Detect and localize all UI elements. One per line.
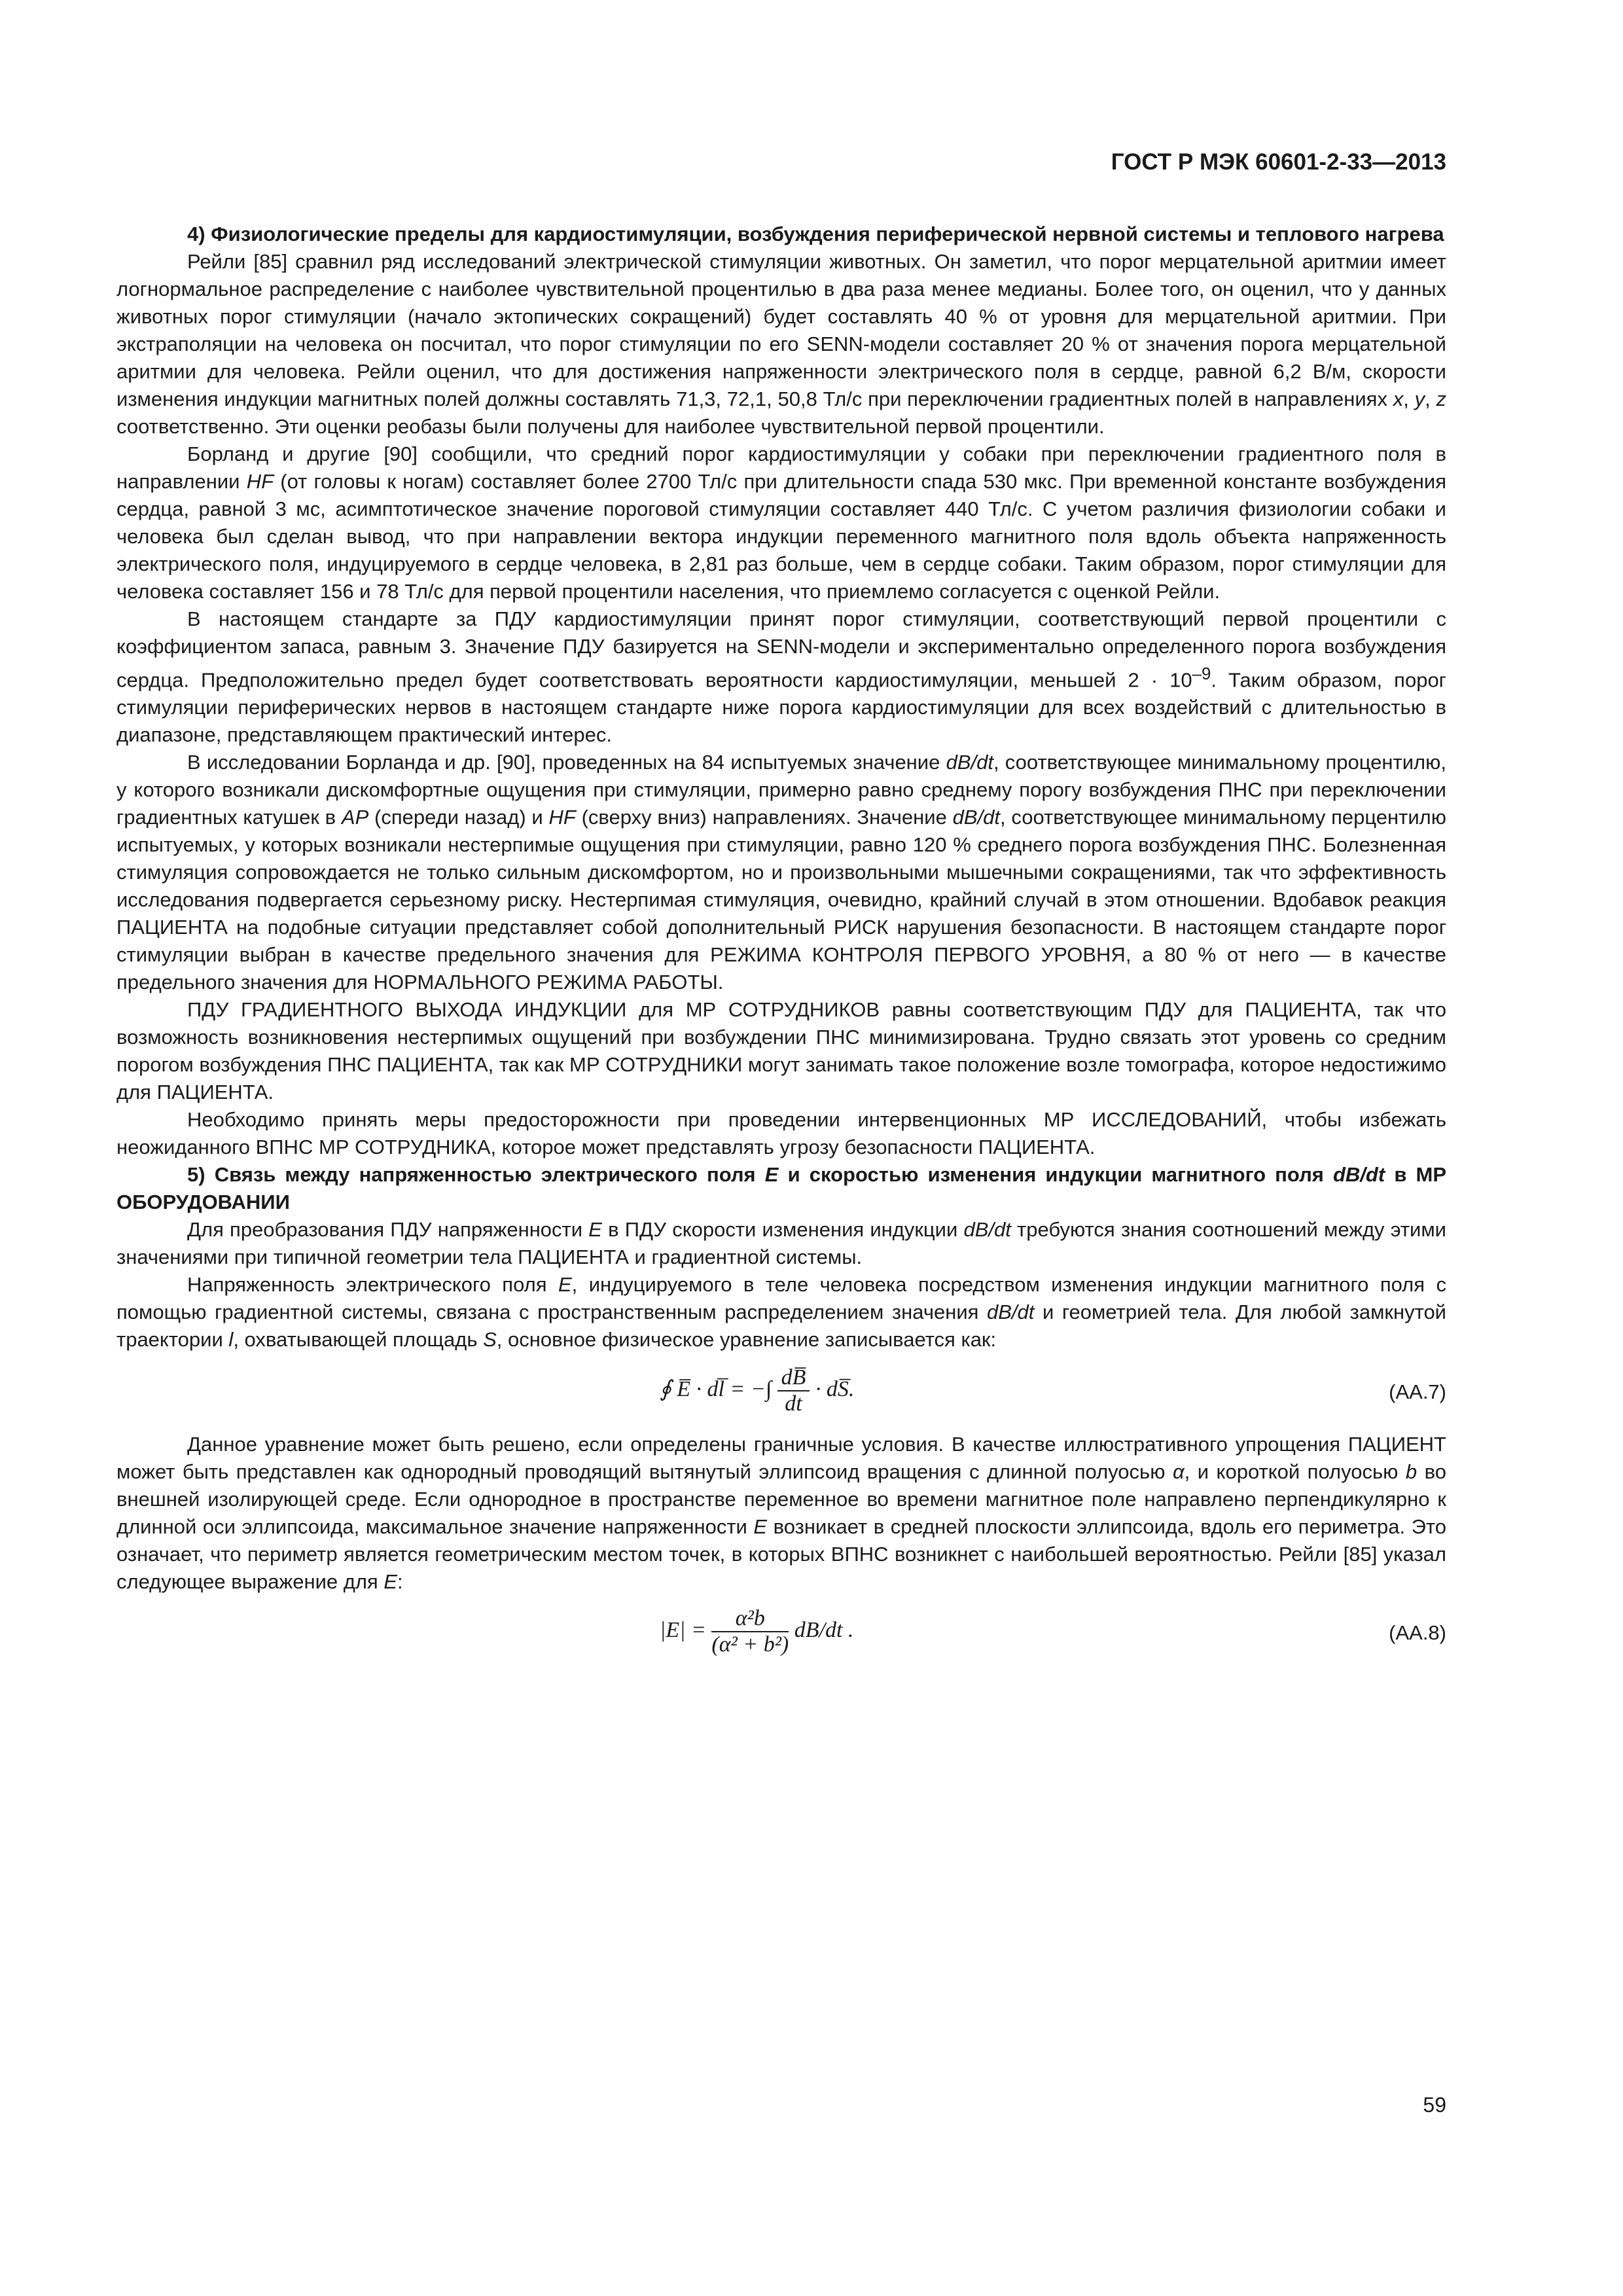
equation-aa8-formula: |E| = $\frac{\text{α²b}}{\text{(α² + b²)}}$ dB/dt . [660, 1606, 854, 1657]
paragraph: Напряженность электрического поля E, индуцируемого в теле человека посредством изменения индукции магнитного поля с помощью градиентной системы, связана с пространственным распределением значения dB/dt и геометрией тела. Для любой замкнутой траектории l, охватывающей площадь S, основное физическое уравнение записывается как: [116, 1273, 1446, 1352]
paragraph: Рейли [85] сравнил ряд исследований электрической стимуляции животных. Он заметил, что порог мерцательной аритмии имеет логнормальное распределение с наиболее чувствительной процентилью в два раза менее медианы. Более того, он оценил, что у данных животных порог стимуляции (начало эктопических сокращений) будет составлять 40 % от уровня для мерцательной аритмии. При экстраполяции на человека он посчитал, что порог стимуляции по его SENN-модели составляет 20 % от значения порога мерцательной аритмии для человека. Рейли оценил, что для достижения напряженности электрического поля в сердце, равной 6,2 В/м, скорости изменения индукции магнитных полей должны составлять 71,3, 72,1, 50,8 Тл/с при переключении градиентных полей в направлениях x, y, z соответственно. Эти оценки реобазы были получены для наиболее чувствительной первой процентили. [116, 250, 1446, 438]
standard-header: ГОСТ Р МЭК 60601-2-33—2013 [1111, 149, 1446, 175]
equation-aa7-number: (АА.7) [1389, 1380, 1446, 1404]
equation-aa8-fraction: $\frac{\text{α²b}}{\text{(α² + b²)}}$ [711, 1606, 789, 1657]
document-body [116, 221, 1446, 1674]
paragraph: Необходимо принять меры предосторожности при проведении интервенционных МР ИССЛЕДОВАНИЙ, чтобы избежать неожиданного ВПНС МР СОТРУДНИКА, которое может представлять угрозу безопасности ПАЦИЕНТА. [116, 1108, 1446, 1159]
paragraph: Борланд и другие [90] сообщили, что средний порог кардиостимуляции у собаки при переключении градиентного поля в направлении HF (от головы к ногам) составляет более 2700 Тл/с при длительности спада 530 мкс. При временной константе возбуждения сердца, равной 3 мс, асимптотическое значение пороговой стимуляции составляет 440 Тл/с. С учетом различия физиологии собаки и человека был сделан вывод, что при направлении вектора индукции переменного магнитного поля вдоль объекта напряженность электрического поля, индуцируемого в сердце человека, в 2,81 раз больше, чем в сердце собаки. Таким образом, порог стимуляции для человека составляет 156 и 78 Тл/с для первой процентили населения, что приемлемо согласуется с оценкой Рейли. [116, 442, 1446, 603]
paragraph: Данное уравнение может быть решено, если определены граничные условия. В качестве иллюстративного упрощения ПАЦИЕНТ может быть представлен как однородный проводящий вытянутый эллипсоид вращения с длинной полуосью α, и короткой полуосью b во внешней изолирующей среде. Если однородное в пространстве переменное во времени магнитное поле направлено перпендикулярно к длинной оси эллипсоида, максимальное значение напряженности E возникает в средней плоскости эллипсоида, вдоль его периметра. Это означает, что периметр является геометрическим местом точек, в которых ВПНС возникнет с наибольшей вероятностью. Рейли [85] указал следующее выражение для E: [116, 1433, 1446, 1594]
equation-aa7-fraction: $\frac{dB̅}{dt}$ [777, 1365, 810, 1416]
section-5-heading: 5) Связь между напряженностью электрического поля E и скоростью изменения индукции магнитного поля dB/dt в МР ОБОРУДОВАНИИ [116, 1163, 1446, 1214]
equation-aa8-number: (АА.8) [1389, 1621, 1446, 1645]
paragraph: В настоящем стандарте за ПДУ кардиостимуляции принят порог стимуляции, соответствующий первой процентили с коэффициентом запаса, равным 3. Значение ПДУ базируется на SENN-модели и экспериментально определенного порога возбуждения сердца. Предположительно предел будет соответствовать вероятности кардиостимуляции, меньшей $2 \cdot 10^{-9}$. Таким образом, порог стимуляции периферических нервов в настоящем стандарте ниже порога кардиостимуляции для всех воздействий с длительностью в диапазоне, представляющем практический интерес. [116, 607, 1446, 747]
equation-aa7 [116, 1360, 1446, 1424]
paragraph: Для преобразования ПДУ напряженности E в ПДУ скорости изменения индукции dB/dt требуются знания соотношений между этими значениями при типичной геометрии тела ПАЦИЕНТА и градиентной системы. [116, 1218, 1446, 1269]
equation-aa8 [116, 1602, 1446, 1668]
paragraph: ПДУ ГРАДИЕНТНОГО ВЫХОДА ИНДУКЦИИ для МР СОТРУДНИКОВ равны соответствующим ПДУ для ПАЦИЕНТА, так что возможность возникновения нестерпимых ощущений при возбуждении ПНС минимизирована. Трудно связать этот уровень со средним порогом возбуждения ПНС ПАЦИЕНТА, так как МР СОТРУДНИКИ могут занимать такое положение возле томографа, которое недостижимо для ПАЦИЕНТА. [116, 998, 1446, 1104]
paragraph: В исследовании Борланда и др. [90], проведенных на 84 испытуемых значение dB/dt, соответствующее минимальному процентилю, у которого возникали дискомфортные ощущения при стимуляции, примерно равно среднему порогу возбуждения ПНС при переключении градиентных катушек в AP (спереди назад) и HF (сверху вниз) направлениях. Значение dB/dt, соответствующее минимальному перцентилю испытуемых, у которых возникали нестерпимые ощущения при стимуляции, равно 120 % среднего порога возбуждения ПНС. Болезненная стимуляция сопровождается не только сильным дискомфортом, но и произвольными мышечными сокращениями, так что эффективность исследования подвергается серьезному риску. Нестерпимая стимуляция, очевидно, крайний случай в этом отношении. Вдобавок реакция ПАЦИЕНТА на подобные ситуации представляет собой дополнительный РИСК нарушения безопасности. В настоящем стандарте порог стимуляции выбран в качестве предельного значения для РЕЖИМА КОНТРОЛЯ ПЕРВОГО УРОВНЯ, а 80 % от него — в качестве предельного значения для НОРМАЛЬНОГО РЕЖИМА РАБОТЫ. [116, 751, 1447, 994]
page-number: 59 [1423, 2093, 1446, 2117]
section-4-heading: 4) Физиологические пределы для кардиостимуляции, возбуждения периферической нервной системы и теплового нагрева [187, 223, 1444, 245]
equation-aa7-formula: ∮ E̅ · dl̅ = −∫ $\frac{dB̅}{dt}$ · dS̅. [660, 1365, 855, 1416]
